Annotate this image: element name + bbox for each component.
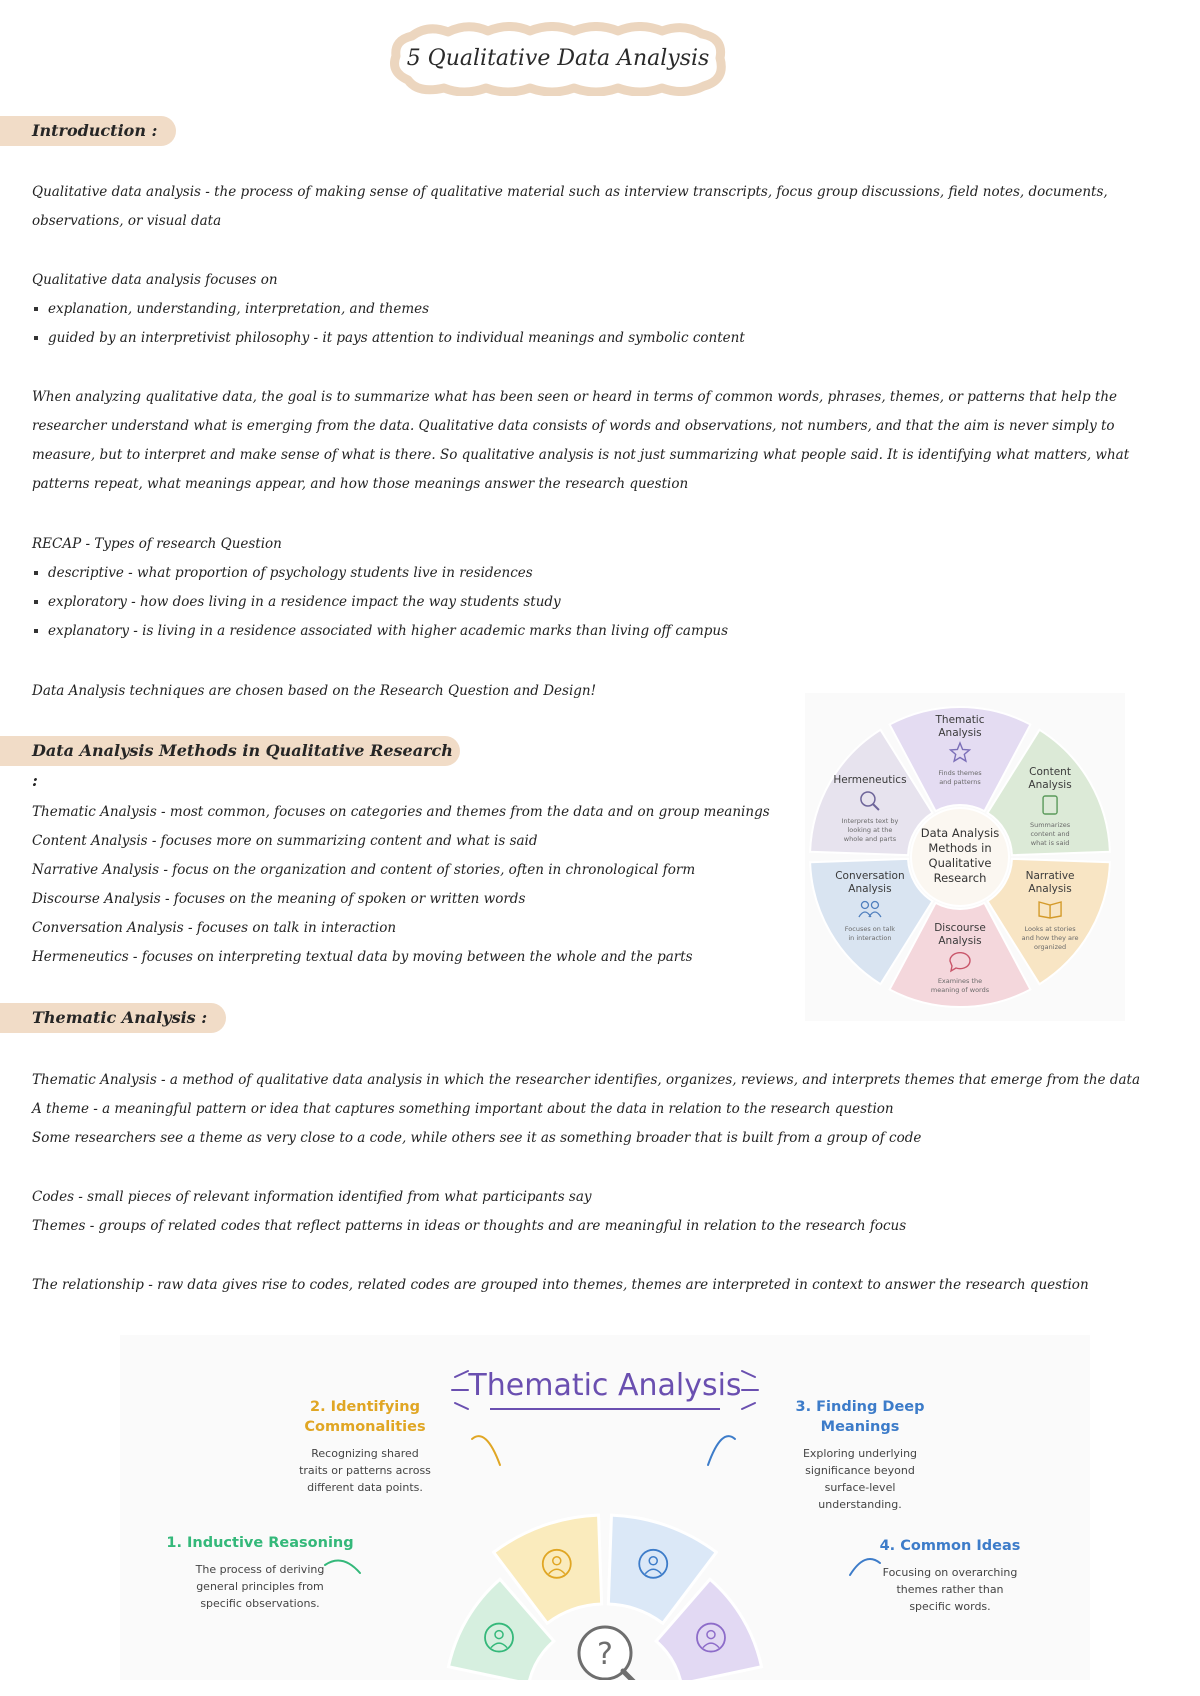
wheel-segment-desc: in interaction <box>848 934 892 942</box>
step-desc: Focusing on overarching <box>882 1566 1018 1579</box>
question-mark: ? <box>597 1637 613 1672</box>
step-desc: themes rather than <box>896 1583 1004 1596</box>
wheel-segment-desc: Interprets text by <box>841 817 899 825</box>
wheel-segment-desc: organized <box>1034 943 1067 951</box>
method-line: Conversation Analysis - focuses on talk in interaction <box>32 920 397 936</box>
wheel-segment-title: Content <box>1029 766 1071 778</box>
sparkle-mark <box>455 1371 468 1377</box>
sparkle-mark <box>742 1371 755 1377</box>
wheel-segment-title: Hermeneutics <box>833 774 907 786</box>
focus-item: explanation, understanding, interpretation, and themes <box>32 295 429 324</box>
question-magnifier-icon <box>623 1671 636 1680</box>
method-line: Narrative Analysis - focus on the organization and content of stories, often in chronological form <box>32 862 696 878</box>
wheel-center-label: Qualitative <box>928 856 992 870</box>
step-arrow <box>325 1561 360 1574</box>
step-title: 1. Inductive Reasoning <box>166 1535 354 1551</box>
step-arrow <box>472 1436 500 1465</box>
techniques-note: Data Analysis techniques are chosen based on the Research Question and Design! <box>32 683 597 699</box>
step-desc: The process of deriving <box>195 1563 325 1576</box>
method-line: Discourse Analysis - focuses on the meaning of spoken or written words <box>32 891 526 907</box>
step-desc: different data points. <box>307 1481 423 1494</box>
wheel-segment-desc: Examines the <box>937 977 983 985</box>
step-arrow <box>708 1436 735 1465</box>
infographic-title: Thematic Analysis <box>468 1368 742 1403</box>
section-heading-introduction: Introduction : <box>0 116 176 146</box>
page-title: 5 Qualitative Data Analysis <box>406 46 710 71</box>
step-desc: specific words. <box>909 1600 991 1613</box>
thematic-line: A theme - a meaningful pattern or idea that captures something important about the data in relation to the research question <box>32 1101 894 1117</box>
wheel-segment-title: Narrative <box>1025 870 1075 882</box>
method-line: Thematic Analysis - most common, focuses on categories and themes from the data and on group meanings <box>32 804 770 820</box>
step-title: Commonalities <box>304 1419 426 1435</box>
step-arrow <box>850 1559 880 1575</box>
wheel-center-label: Research <box>933 871 987 885</box>
step-title: 4. Common Ideas <box>879 1538 1021 1554</box>
method-line: Content Analysis - focuses more on summarizing content and what is said <box>32 833 538 849</box>
wheel-segment-title: Analysis <box>1028 779 1072 791</box>
qda-definition: Qualitative data analysis - the process of making sense of qualitative material such as interview transcripts, focus group discussions, field notes, documents, observations, or visual data <box>32 184 1108 229</box>
wheel-segment-title: Discourse <box>934 922 986 934</box>
step-title: 2. Identifying <box>310 1399 420 1415</box>
recap-item: descriptive - what proportion of psychology students live in residences <box>32 559 533 588</box>
recap-item: explanatory - is living in a residence associated with higher academic marks than living off campus <box>32 617 728 646</box>
wheel-segment-desc: looking at the <box>847 826 893 834</box>
step-desc: significance beyond <box>805 1464 915 1477</box>
codes-line: Codes - small pieces of relevant information identified from what participants say <box>32 1189 592 1205</box>
wheel-segment-desc: Looks at stories <box>1024 925 1076 933</box>
methods-wheel-svg <box>805 693 1125 1021</box>
relationship-line: The relationship - raw data gives rise to codes, related codes are grouped into themes, themes are interpreted in context to answer the research question <box>32 1277 1089 1293</box>
wheel-segment-title: Analysis <box>1028 883 1072 895</box>
sparkle-mark <box>455 1403 468 1409</box>
wheel-segment-title: Analysis <box>938 935 982 947</box>
thematic-analysis-infographic <box>120 1335 1090 1680</box>
sparkle-mark <box>742 1403 755 1409</box>
thematic-line: Some researchers see a theme as very close to a code, while others see it as something broader that is built from a group of code <box>32 1130 922 1146</box>
wheel-segment-desc: Focuses on talk <box>844 925 896 933</box>
thematic-infographic-svg <box>120 1335 1090 1680</box>
wheel-center-label: Data Analysis <box>920 826 1000 840</box>
goal-paragraph: When analyzing qualitative data, the goal is to summarize what has been seen or heard in terms of common words, phrases, themes, or patterns that help the researcher understand what is emerging from the data. Qualitative data consists of words and observations, not numbers, and that the aim is never simply to measure, but to interpret and make sense of what is there. So qualitative analysis is not just summarizing what people said. It is identifying what matters, what patterns repeat, what meanings appear, and how those meanings answer the research question <box>32 389 1130 492</box>
methods-wheel-diagram <box>805 693 1125 1021</box>
step-desc: specific observations. <box>200 1597 320 1610</box>
step-desc: Exploring underlying <box>802 1447 918 1460</box>
focus-item: guided by an interpretivist philosophy - it pays attention to individual meanings and symbolic content <box>32 324 745 353</box>
wheel-segment-title: Thematic <box>935 714 985 726</box>
recap-item: exploratory - how does living in a residence impact the way students study <box>32 588 561 617</box>
step-desc: Recognizing shared <box>311 1447 419 1460</box>
page-title-badge <box>388 22 728 96</box>
wheel-segment-desc: what is said <box>1030 839 1070 847</box>
focus-heading: Qualitative data analysis focuses on <box>32 272 278 288</box>
section-heading-thematic: Thematic Analysis : <box>0 1003 226 1033</box>
themes-line: Themes - groups of related codes that reflect patterns in ideas or thoughts and are meaningful in relation to the research focus <box>32 1218 907 1234</box>
wheel-segment-desc: whole and parts <box>843 835 897 843</box>
wheel-segment-title: Conversation <box>835 870 905 882</box>
step-title: Meanings <box>820 1419 900 1435</box>
wheel-segment-title: Analysis <box>848 883 892 895</box>
wheel-segment-desc: and patterns <box>939 778 981 786</box>
step-title: 3. Finding Deep <box>795 1399 925 1415</box>
wheel-segment-desc: meaning of words <box>930 986 990 994</box>
thematic-line: Thematic Analysis - a method of qualitative data analysis in which the researcher identifies, organizes, reviews, and interprets themes that emerge from the data <box>32 1072 1140 1088</box>
wheel-center-label: Methods in <box>928 841 992 855</box>
wheel-segment-desc: Summarizes <box>1029 821 1071 829</box>
step-desc: understanding. <box>818 1498 902 1511</box>
wheel-segment-desc: content and <box>1030 830 1070 838</box>
wheel-segment-title: Analysis <box>938 727 982 739</box>
method-line: Hermeneutics - focuses on interpreting textual data by moving between the whole and the parts <box>32 949 693 965</box>
step-desc: traits or patterns across <box>299 1464 431 1477</box>
step-desc: surface-level <box>824 1481 896 1494</box>
wheel-segment-desc: and how they are <box>1021 934 1079 942</box>
wheel-segment-desc: Finds themes <box>938 769 982 777</box>
step-desc: general principles from <box>196 1580 324 1593</box>
recap-heading: RECAP - Types of research Question <box>32 536 282 552</box>
section-heading-methods: Data Analysis Methods in Qualitative Research : <box>0 736 460 766</box>
